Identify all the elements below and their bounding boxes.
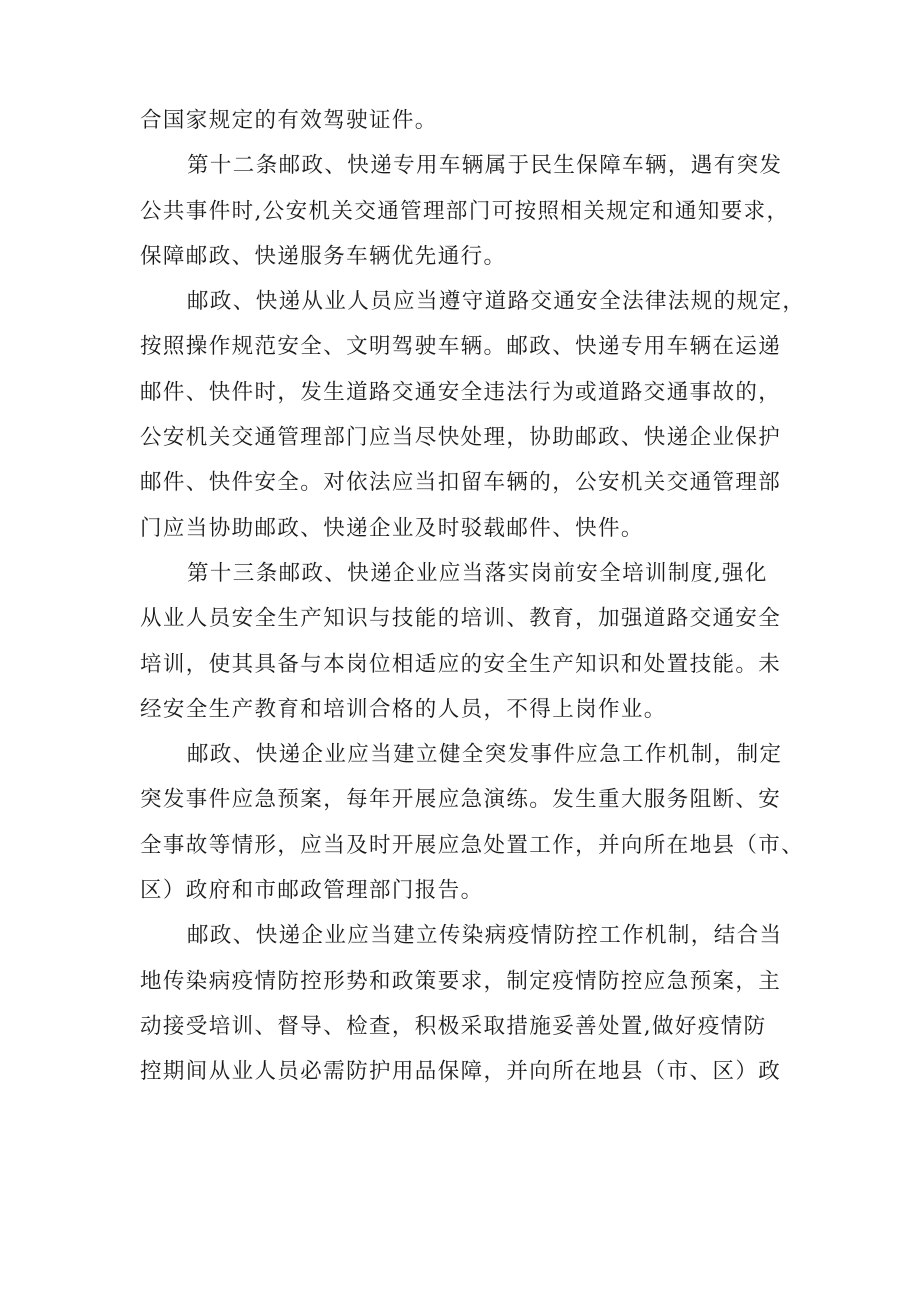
paragraph-first-line: 邮政、快递企业应当建立健全突发事件应急工作机制，制定 xyxy=(187,742,783,768)
paragraph-line: 从业人员安全生产知识与技能的培训、教育，加强道路交通安全 xyxy=(140,606,782,632)
paragraph-line: 全事故等情形，应当及时开展应急处置工作，并向所在地县（市、 xyxy=(140,832,805,858)
paragraph-line: 控期间从业人员必需防护用品保障，并向所在地县（市、区）政 xyxy=(140,1059,782,1085)
paragraph-first-line: 第十二条邮政、快递专用车辆属于民生保障车辆，遇有突发 xyxy=(187,153,783,179)
paragraph-line: 公共事件时,公安机关交通管理部门可按照相关规定和通知要求， xyxy=(140,198,790,224)
paragraph-line: 区）政府和市邮政管理部门报告。 xyxy=(140,878,484,904)
paragraph-line: 培训，使其具备与本岗位相适应的安全生产知识和处置技能。未 xyxy=(140,651,782,677)
paragraph-line: 邮件、快件安全。对依法应当扣留车辆的，公安机关交通管理部 xyxy=(140,470,782,496)
paragraph-first-line: 邮政、快递从业人员应当遵守道路交通安全法律法规的规定， xyxy=(187,289,806,315)
paragraph-line: 合国家规定的有效驾驶证件。 xyxy=(140,108,438,133)
paragraph-first-line: 第十三条邮政、快递企业应当落实岗前安全培训制度,强化 xyxy=(187,560,768,586)
paragraph-line: 动接受培训、督导、检查，积极采取措施妥善处置,做好疫情防 xyxy=(140,1013,767,1039)
paragraph-line: 经安全生产教育和培训合格的人员，不得上岗作业。 xyxy=(140,696,667,722)
paragraph-line: 门应当协助邮政、快递企业及时驳载邮件、快件。 xyxy=(140,515,644,541)
paragraph-line: 保障邮政、快递服务车辆优先通行。 xyxy=(140,243,507,269)
paragraph-line: 按照操作规范安全、文明驾驶车辆。邮政、快递专用车辆在运递 xyxy=(140,334,782,360)
document-body xyxy=(140,98,806,1095)
paragraph-line: 地传染病疫情防控形势和政策要求，制定疫情防控应急预案，主 xyxy=(140,968,782,994)
paragraph-first-line: 邮政、快递企业应当建立传染病疫情防控工作机制，结合当 xyxy=(187,923,783,949)
paragraph-line: 邮件、快件时，发生道路交通安全违法行为或道路交通事故的， xyxy=(140,379,782,405)
paragraph-line: 公安机关交通管理部门应当尽快处理，协助邮政、快递企业保护 xyxy=(140,425,782,451)
paragraph-line: 突发事件应急预案，每年开展应急演练。发生重大服务阻断、安 xyxy=(140,787,782,813)
